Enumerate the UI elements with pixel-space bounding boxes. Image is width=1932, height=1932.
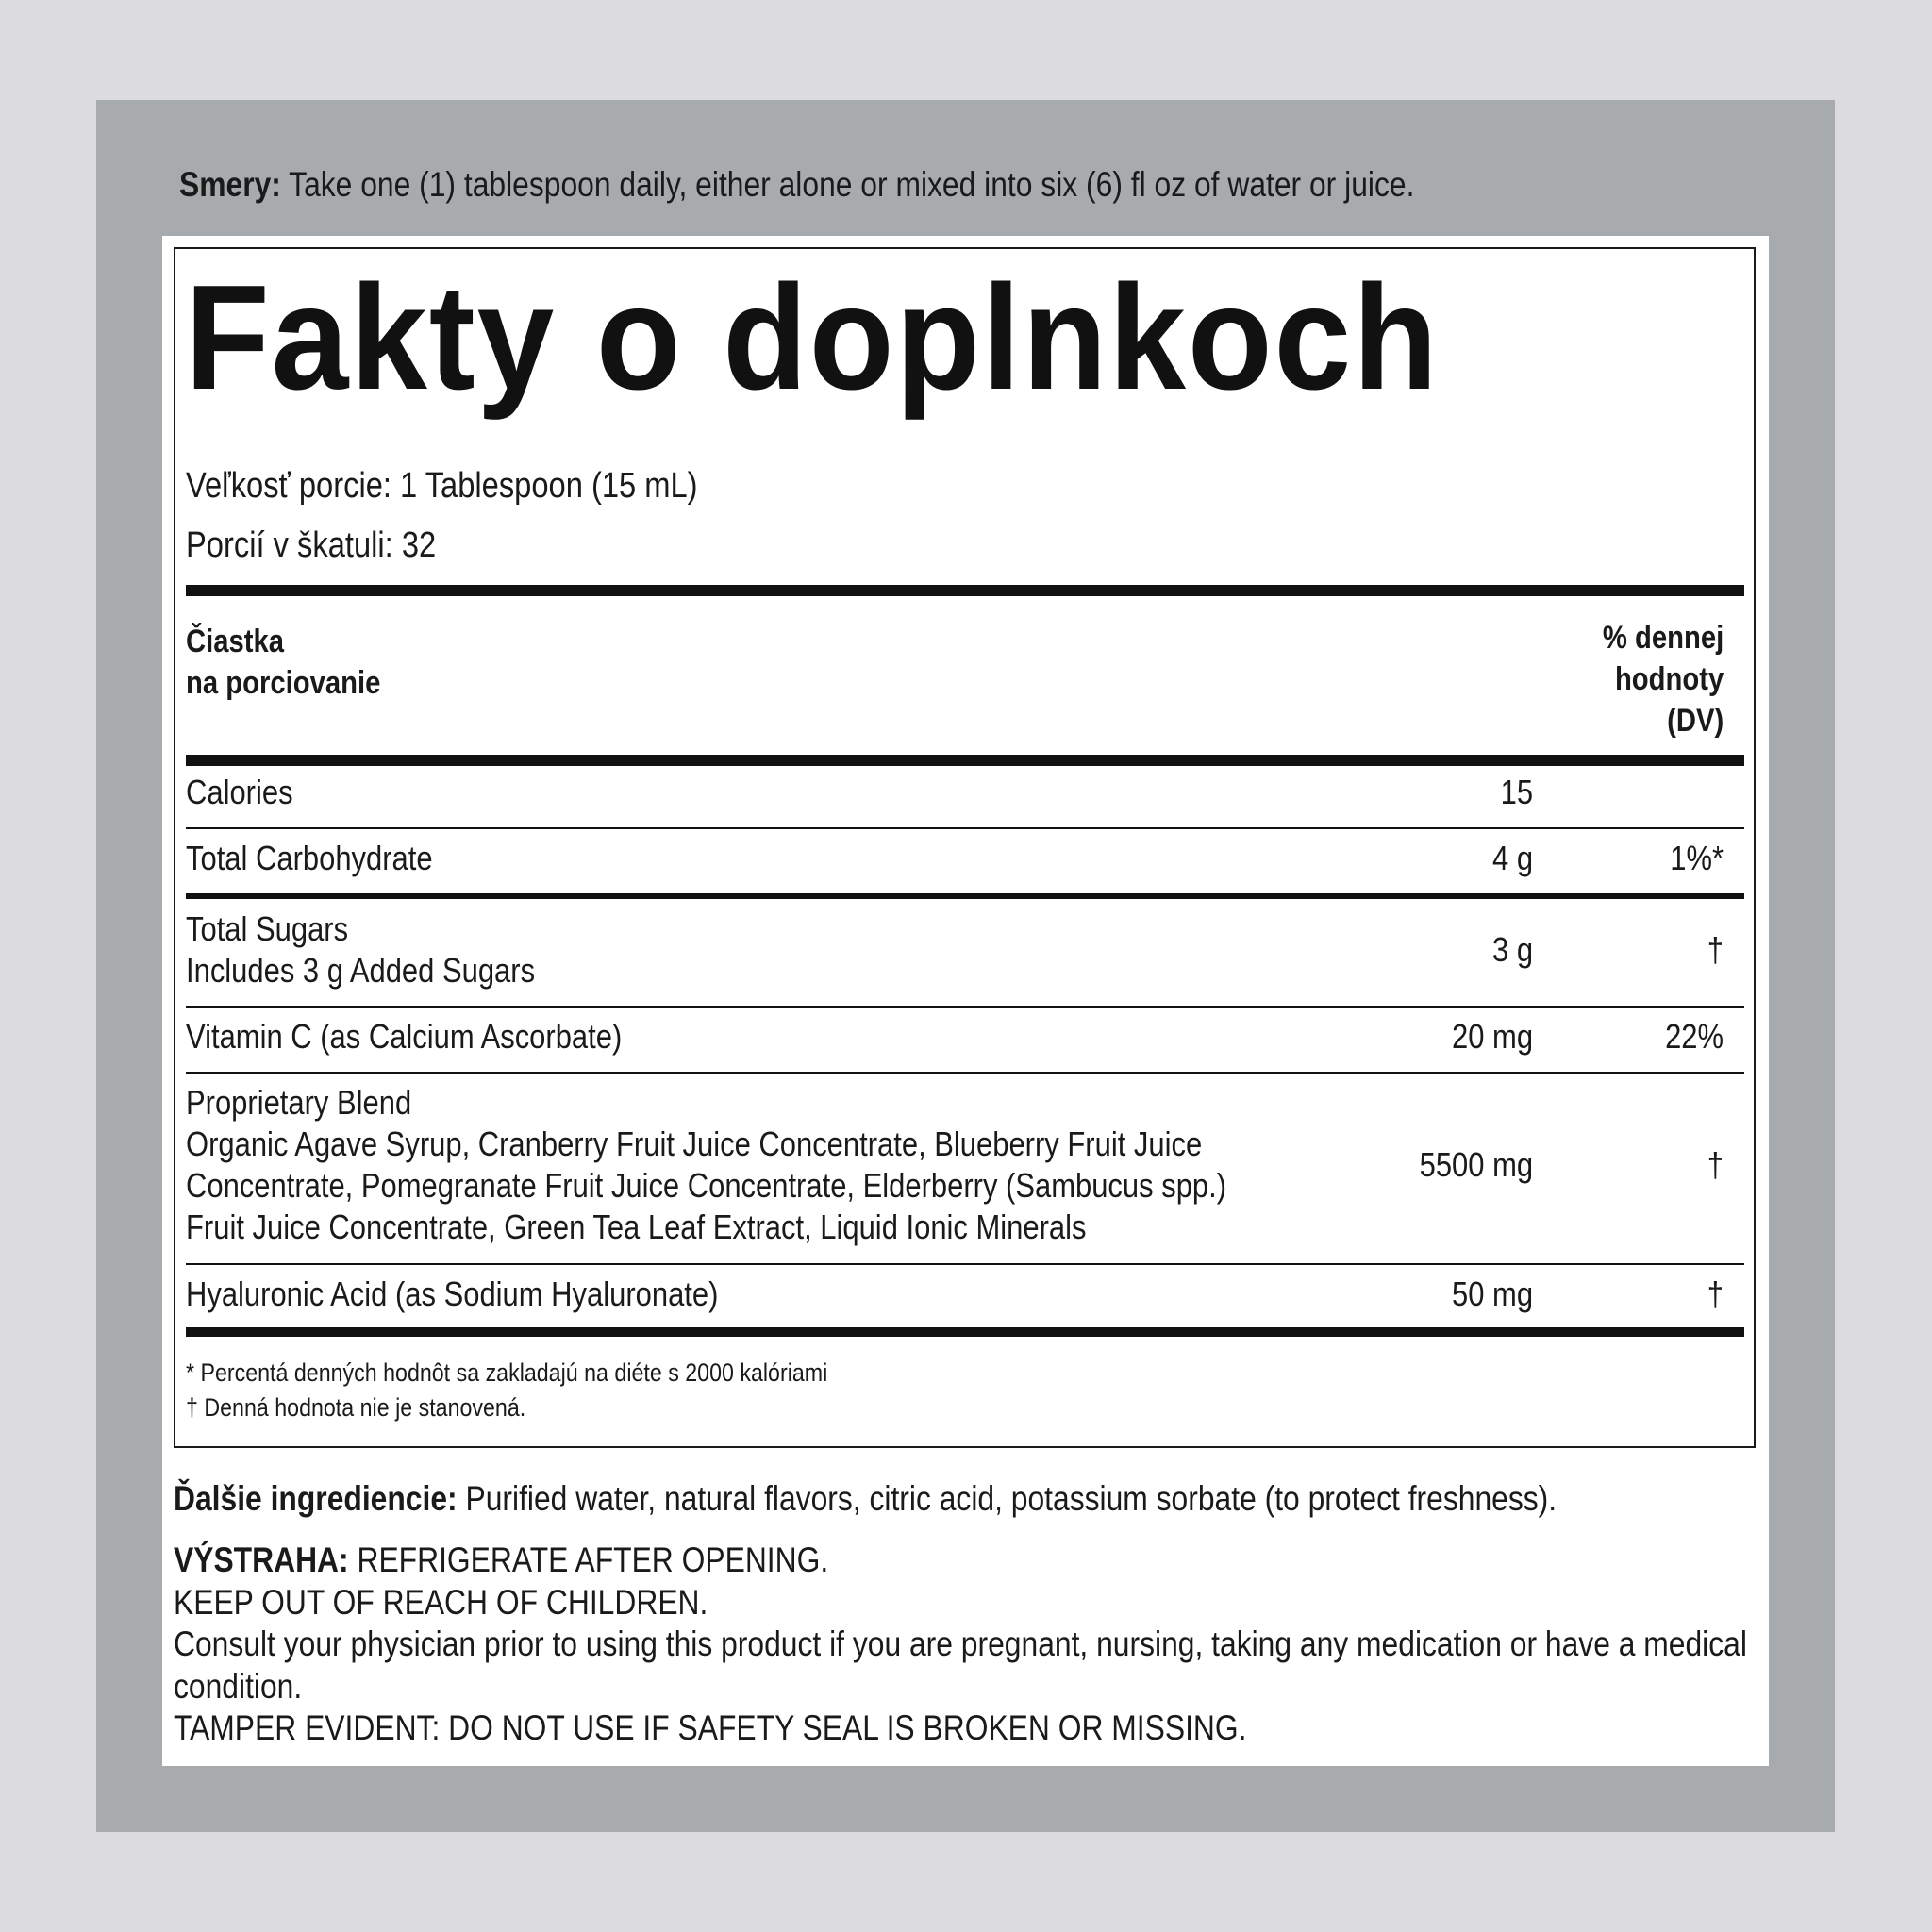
other-ingredients-label: Ďalšie ingrediencie: [174,1479,458,1518]
row-dv: † [1707,930,1724,969]
warning-label: VÝSTRAHA: [174,1541,349,1579]
divider-thick [186,755,1744,766]
row-dv: 1%* [1670,839,1724,877]
blend-ingredients-line: Fruit Juice Concentrate, Green Tea Leaf Extract, Liquid Ionic Minerals [186,1208,1087,1246]
header-left-line-2: na porciovanie [186,665,381,701]
warning-line: condition. [174,1666,303,1706]
warning-block [174,1540,1747,1750]
warning-line: TAMPER EVIDENT: DO NOT USE IF SAFETY SEAL IS BROKEN OR MISSING. [174,1708,1247,1747]
row-amount: 15 [1500,773,1533,811]
row-name-sub: Includes 3 g Added Sugars [186,951,536,990]
header-right-line-3: (DV) [1666,703,1724,739]
other-ingredients-text: Purified water, natural flavors, citric acid, potassium sorbate (to protect freshness). [457,1479,1557,1518]
divider-thin [186,1072,1744,1074]
directions-label: Smery: [179,165,281,204]
serving-size: Veľkosť porcie: 1 Tablespoon (15 mL) [186,466,698,506]
warning-line: KEEP OUT OF REACH OF CHILDREN. [174,1582,708,1622]
divider-thin [186,827,1744,829]
facts-title: Fakty o doplnkoch [185,255,1440,421]
divider-thin [186,1006,1744,1008]
directions [179,160,1558,209]
blend-ingredients-line: Concentrate, Pomegranate Fruit Juice Concentrate, Elderberry (Sambucus spp.) [186,1166,1227,1205]
row-amount: 20 mg [1451,1017,1533,1056]
row-amount: 4 g [1491,839,1533,877]
divider-thick [186,585,1744,596]
footnote-daily-value: * Percentá denných hodnôt sa zakladajú na diéte s 2000 kalóriami [186,1358,828,1387]
warning-line: Consult your physician prior to using this product if you are pregnant, nursing, taking any medication or have a medical [174,1624,1747,1663]
row-amount: 3 g [1491,930,1533,969]
row-name: Calories [186,773,293,811]
header-right-line-2: hodnoty [1614,661,1724,697]
row-name: Vitamin C (as Calcium Ascorbate) [186,1017,623,1056]
row-name: Hyaluronic Acid (as Sodium Hyaluronate) [186,1274,719,1313]
divider-thick [186,1327,1744,1337]
row-dv: † [1707,1145,1724,1184]
servings-per-container: Porcií v škatuli: 32 [186,525,437,565]
directions-text: Take one (1) tablespoon daily, either alone or mixed into six (6) fl oz of water or juice. [280,165,1415,204]
divider-medium [186,893,1744,899]
header-right-line-1: % dennej [1602,620,1724,656]
amount-per-serving-header [186,621,380,704]
row-name: Total Carbohydrate [186,839,433,877]
row-amount: 5500 mg [1419,1145,1533,1184]
footnote-not-established: † Denná hodnota nie je stanovená. [186,1393,526,1422]
other-ingredients [174,1476,1557,1522]
row-dv: 22% [1665,1017,1724,1056]
row-name [186,908,535,991]
divider-thin [186,1263,1744,1265]
daily-value-header [1603,617,1724,741]
row-dv: † [1707,1274,1724,1313]
header-left-line-1: Čiastka [186,624,285,659]
row-amount: 50 mg [1451,1274,1533,1313]
warning-line: REFRIGERATE AFTER OPENING. [348,1541,829,1579]
row-name-main: Total Sugars [186,909,349,948]
blend-ingredients-line: Organic Agave Syrup, Cranberry Fruit Juice Concentrate, Blueberry Fruit Juice [186,1124,1203,1163]
row-name-main: Proprietary Blend [186,1083,412,1122]
row-name [186,1082,1226,1248]
